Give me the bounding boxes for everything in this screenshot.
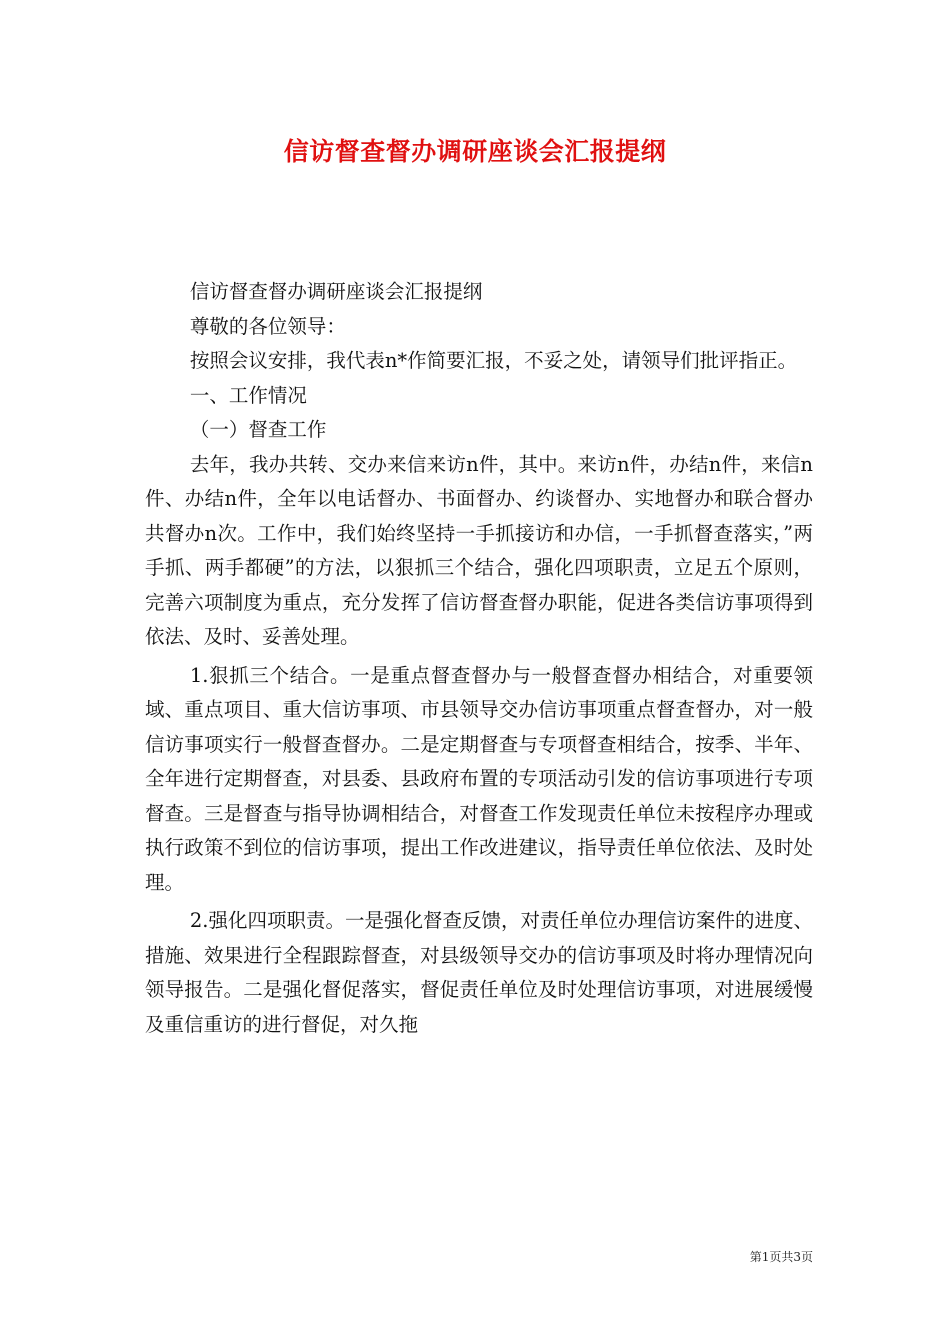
body-heading: 信访督查督办调研座谈会汇报提纲 [189,280,483,303]
salutation: 尊敬的各位领导： [189,314,346,338]
three-combinations-paragraph: 1.狠抓三个结合。一是重点督查督办与一般督查督办相结合，对重要领域、重点项目、重大信访事项、市县领导交办信访事项重点督查督办，对一般信访事项实行一般督查督办。二是定期督查与专项督查相结合，按季、半年、全年进行定期督查，对县委、县政府布置的专项活动引发的信访事项进行专项督查。三是督查与指导协调相结合，对督查工作发现责任单位未按程序办理或执行政策不到位的信访事项，提出工作改进建议，指导责任单位依法、及时处理。 [145,663,813,894]
four-duties-paragraph: 2.强化四项职责。一是强化督查反馈，对责任单位办理信访案件的进度、措施、效果进行全程跟踪督查，对县级领导交办的信访事项及时将办理情况向领导报告。二是强化督促落实，督促责任单位及时处理信访事项，对进展缓慢及重信重访的进行督促，对久拖 [145,909,813,1036]
page-indicator: 第1页共3页 [749,1250,813,1264]
document-title: 信访督查督办调研座谈会汇报提纲 [283,137,667,166]
supervision-paragraph: 去年，我办共转、交办来信来访n件，其中。来访n件，办结n件，来信n件、办结n件，全年以电话督办、书面督办、约谈督办、实地督办和联合督办共督办n次。工作中，我们始终坚持一手抓接访和办信，一手抓督查落实，”两手抓、两手都硬”的方法，以狠抓三个结合，强化四项职责，立足五个原则，完善六项制度为重点，充分发挥了信访督查督办职能，促进各类信访事项得到依法、及时、妥善处理。 [145,452,813,648]
subsection-heading-supervision: （一）督查工作 [189,418,327,441]
document-body [145,275,813,1042]
section-heading-work: 一、工作情况 [189,383,307,407]
opening-paragraph: 按照会议安排，我代表n*作简要汇报，不妥之处，请领导们批评指正。 [189,349,798,372]
